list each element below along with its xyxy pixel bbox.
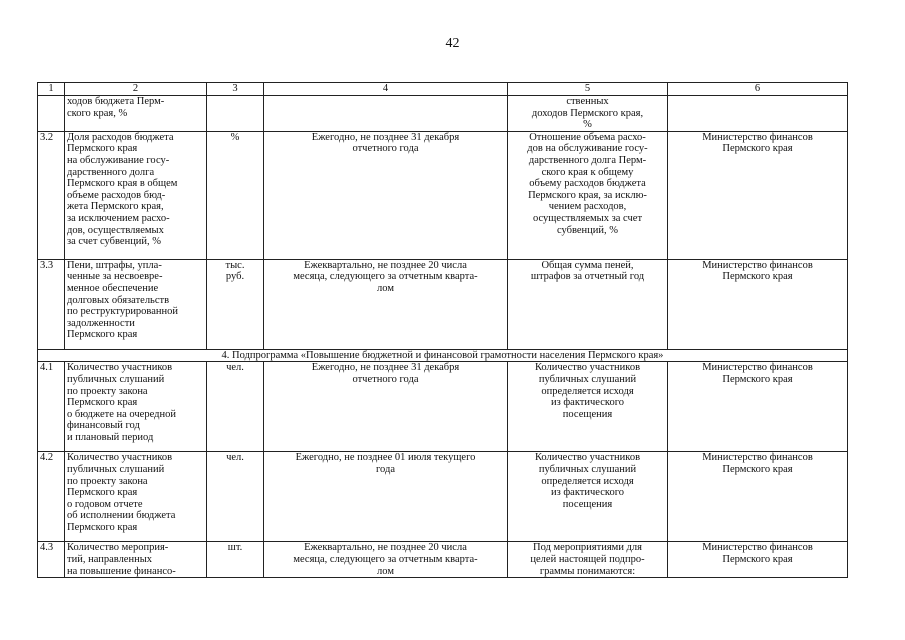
responsible-body-cell: Министерство финансов Пермского края xyxy=(668,452,848,542)
subprogram-title: 4. Подпрограмма «Повышение бюджетной и финансовой грамотности населения Пермского края» xyxy=(38,349,848,362)
column-header: 3 xyxy=(207,83,264,96)
table-row xyxy=(38,452,848,542)
indicator-name-cell: Количество участников публичных слушаний по проекту закона Пермского края о бюджете на очередной финансовый год и плановый период xyxy=(65,362,207,452)
reporting-schedule-cell: Ежегодно, не позднее 01 июля текущего года xyxy=(264,452,508,542)
reporting-schedule-cell: Ежеквартально, не позднее 20 числа месяца, следующего за отчетным кварта- лом xyxy=(264,259,508,349)
calculation-method-cell: Отношение объема расхо- дов на обслуживание госу- дарственного долга Перм- ского края к общему объему расходов бюджета Пермского края, за исклю- чением расходов, осуществляемых за счет субвенций, % xyxy=(508,131,668,259)
column-header: 5 xyxy=(508,83,668,96)
responsible-body-cell: Министерство финансов Пермского края xyxy=(668,362,848,452)
reporting-schedule-cell xyxy=(264,96,508,132)
calculation-method-cell: Количество участников публичных слушаний определяется исходя из фактического посещения xyxy=(508,452,668,542)
table-header-row xyxy=(38,83,848,96)
subprogram-header-row xyxy=(38,349,848,362)
responsible-body-cell: Министерство финансов Пермского края xyxy=(668,259,848,349)
responsible-body-cell xyxy=(668,96,848,132)
row-number-cell xyxy=(38,96,65,132)
reporting-schedule-cell: Ежегодно, не позднее 31 декабря отчетного года xyxy=(264,131,508,259)
indicator-name-cell: Пени, штрафы, упла- ченные за несвоевре- менное обеспечение долговых обязательств по реструктурированной задолженности Пермского края xyxy=(65,259,207,349)
reporting-schedule-cell: Ежегодно, не позднее 31 декабря отчетного года xyxy=(264,362,508,452)
row-number-cell: 4.2 xyxy=(38,452,65,542)
row-number-cell: 4.1 xyxy=(38,362,65,452)
table-row xyxy=(38,96,848,132)
row-number-cell: 4.3 xyxy=(38,542,65,578)
row-number-cell: 3.3 xyxy=(38,259,65,349)
column-header: 1 xyxy=(38,83,65,96)
column-header: 6 xyxy=(668,83,848,96)
indicator-name-cell: Доля расходов бюджета Пермского края на обслуживание госу- дарственного долга Пермского края в общем объеме расходов бюд- жета Пермского края, за исключением расхо- дов, осуществляемых за счет субвенций, % xyxy=(65,131,207,259)
indicator-name-cell: Количество мероприя- тий, направленных на повышение финансо- xyxy=(65,542,207,578)
column-header: 4 xyxy=(264,83,508,96)
page-number: 42 xyxy=(445,36,460,51)
row-number-cell: 3.2 xyxy=(38,131,65,259)
calculation-method-cell: Количество участников публичных слушаний определяется исходя из фактического посещения xyxy=(508,362,668,452)
indicator-name-cell: ходов бюджета Перм- ского края, % xyxy=(65,96,207,132)
unit-cell: чел. xyxy=(207,362,264,452)
table-row xyxy=(38,259,848,349)
unit-cell: чел. xyxy=(207,452,264,542)
responsible-body-cell: Министерство финансов Пермского края xyxy=(668,542,848,578)
reporting-schedule-cell: Ежеквартально, не позднее 20 числа месяца, следующего за отчетным кварта- лом xyxy=(264,542,508,578)
indicators-table xyxy=(37,82,848,578)
responsible-body-cell: Министерство финансов Пермского края xyxy=(668,131,848,259)
unit-cell xyxy=(207,96,264,132)
unit-cell: % xyxy=(207,131,264,259)
table-row xyxy=(38,362,848,452)
calculation-method-cell: ственных доходов Пермского края, % xyxy=(508,96,668,132)
column-header: 2 xyxy=(65,83,207,96)
calculation-method-cell: Под мероприятиями для целей настоящей подпро- граммы понимаются: xyxy=(508,542,668,578)
indicator-name-cell: Количество участников публичных слушаний по проекту закона Пермского края о годовом отчете об исполнении бюджета Пермского края xyxy=(65,452,207,542)
calculation-method-cell: Общая сумма пеней, штрафов за отчетный год xyxy=(508,259,668,349)
unit-cell: шт. xyxy=(207,542,264,578)
table-row xyxy=(38,131,848,259)
table-row xyxy=(38,542,848,578)
unit-cell: тыс. руб. xyxy=(207,259,264,349)
